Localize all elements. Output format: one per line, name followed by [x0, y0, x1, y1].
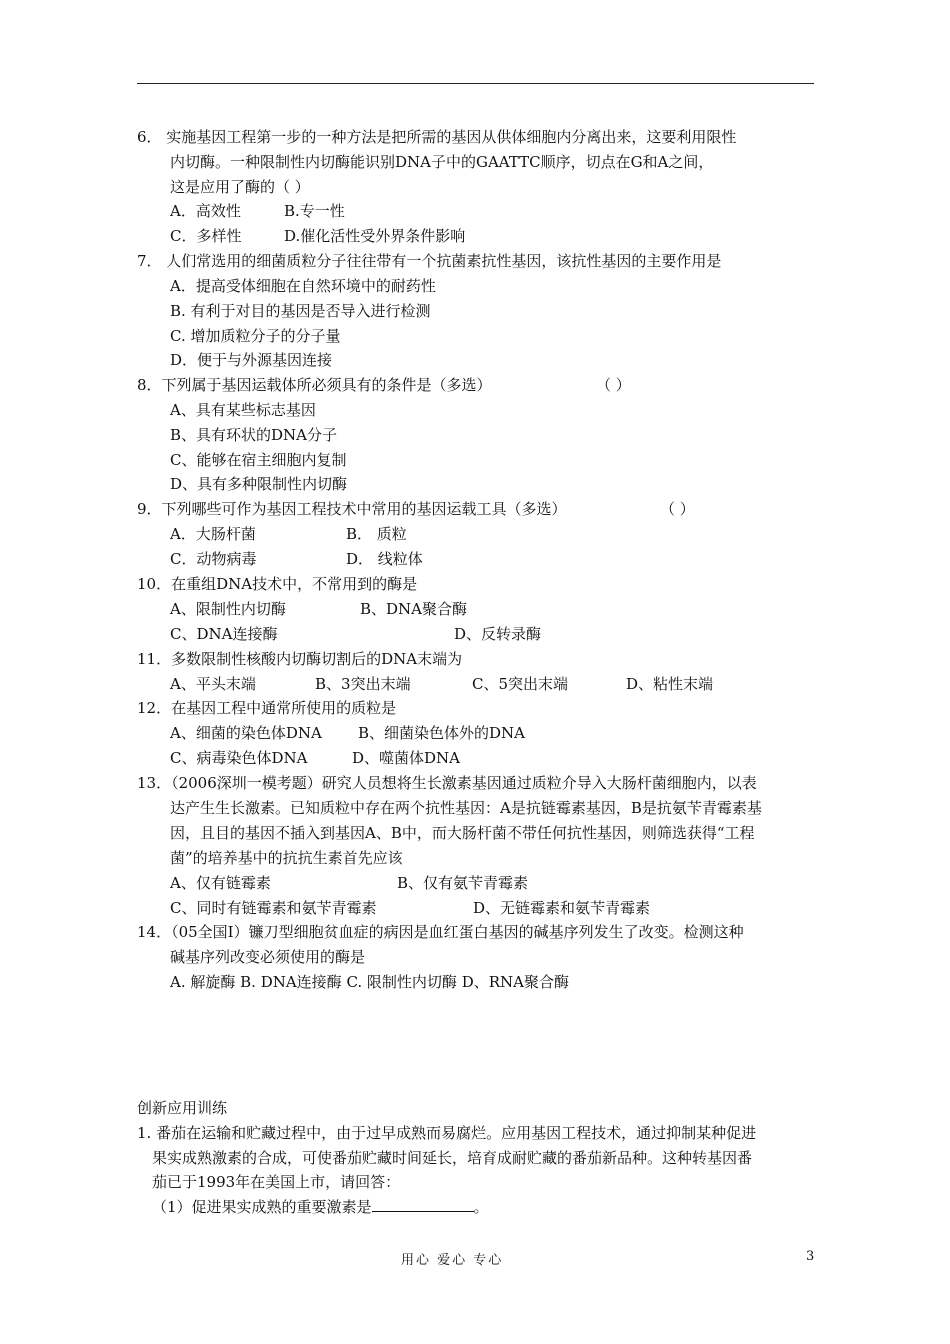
q7-option-a: A．提高受体细胞在自然环境中的耐药性: [170, 277, 436, 295]
q13-line2: 达产生生长激素。已知质粒中存在两个抗性基因：A是抗链霉素基因，B是抗氨苄青霉素基: [170, 799, 762, 817]
q7-option-c: C. 增加质粒分子的分子量: [170, 327, 341, 345]
header-rule: [137, 83, 814, 84]
q9-option-a: A．大肠杆菌: [170, 525, 256, 543]
q7-option-d: D．便于与外源基因连接: [170, 351, 333, 369]
q6-line1: 6． 实施基因工程第一步的一种方法是把所需的基因从供体细胞内分离出来，这要利用限性: [137, 128, 737, 146]
q9-option-b: B． 质粒: [346, 525, 407, 543]
p1-sub1-end: 。: [473, 1198, 489, 1216]
q13-line3: 因，且目的基因不插入到基因A、B中，而大肠杆菌不带任何抗性基因，则筛选获得“工程: [170, 824, 755, 842]
q8-option-d: D、具有多种限制性内切酶: [170, 475, 348, 493]
q14-line1: 14．（05全国Ⅰ）镰刀型细胞贫血症的病因是血红蛋白基因的碱基序列发生了改变。检测这种: [137, 923, 744, 941]
q8-option-b: B、具有环状的DNA分子: [170, 426, 338, 444]
q11-line1: 11．多数限制性核酸内切酶切割后的DNA末端为: [137, 650, 463, 668]
q8-answer-paren: （ ）: [596, 376, 631, 394]
q9-option-d: D． 线粒体: [346, 550, 423, 568]
q13-option-d: D、无链霉素和氨苄青霉素: [473, 899, 651, 917]
q13-option-a: A、仅有链霉素: [170, 874, 271, 892]
q12-line1: 12．在基因工程中通常所使用的质粒是: [137, 699, 397, 717]
q6-option-d: D.催化活性受外界条件影响: [284, 227, 466, 245]
q6-line3: 这是应用了酶的（ ）: [170, 178, 310, 196]
footer-text: 用心 爱心 专心: [401, 1253, 504, 1268]
p1-sub1: [152, 1197, 489, 1217]
q11-option-b: B、3突出末端: [315, 675, 411, 693]
q8-option-c: C、能够在宿主细胞内复制: [170, 451, 347, 469]
q13-line1: 13．（2006深圳一模考题）研究人员想将生长激素基因通过质粒介导入大肠杆菌细胞内，以表: [137, 774, 757, 792]
q7-option-b: B. 有利于对目的基因是否导入进行检测: [170, 302, 431, 320]
q6-option-a: A．高效性: [170, 202, 241, 220]
q8-line1: 8．下列属于基因运载体所必须具有的条件是（多选）: [137, 376, 492, 394]
q12-option-d: D、噬菌体DNA: [352, 749, 461, 767]
q10-line1: 10．在重组DNA技术中，不常用到的酶是: [137, 575, 418, 593]
q10-option-c: C、DNA连接酶: [170, 625, 278, 643]
q14-options: A. 解旋酶 B. DNA连接酶 C. 限制性内切酶 D、RNA聚合酶: [170, 973, 569, 991]
q6-option-b: B.专一性: [284, 202, 345, 220]
q12-option-c: C、病毒染色体DNA: [170, 749, 308, 767]
q6-line2: 内切酶。一种限制性内切酶能识别DNA子中的GAATTC顺序，切点在G和A之间，: [170, 153, 714, 171]
q6-option-c: C．多样性: [170, 227, 242, 245]
q12-option-a: A、细菌的染色体DNA: [170, 724, 322, 742]
section-title: 创新应用训练: [137, 1099, 228, 1117]
q11-option-a: A、平头末端: [170, 675, 256, 693]
q13-option-c: C、同时有链霉素和氨苄青霉素: [170, 899, 377, 917]
q12-option-b: B、细菌染色体外的DNA: [358, 724, 526, 742]
q9-line1: 9．下列哪些可作为基因工程技术中常用的基因运载工具（多选）: [137, 500, 567, 518]
q10-option-d: D、反转录酶: [454, 625, 542, 643]
p1-line3: 茄已于1993年在美国上市，请回答：: [152, 1173, 401, 1191]
p1-line2: 果实成熟激素的合成，可使番茄贮藏时间延长，培育成耐贮藏的番茄新品种。这种转基因番: [152, 1149, 753, 1167]
q10-option-b: B、DNA聚合酶: [360, 600, 468, 618]
q14-line2: 碱基序列改变必须使用的酶是: [170, 948, 366, 966]
q7-line1: 7． 人们常选用的细菌质粒分子往往带有一个抗菌素抗性基因，该抗性基因的主要作用是: [137, 252, 722, 270]
q8-option-a: A、具有某些标志基因: [170, 401, 316, 419]
q13-line4: 菌”的培养基中的抗抗生素首先应该: [170, 849, 403, 867]
page-number: 3: [806, 1249, 815, 1264]
q9-option-c: C．动物病毒: [170, 550, 257, 568]
q11-option-c: C、5突出末端: [472, 675, 569, 693]
answer-blank[interactable]: [372, 1197, 474, 1212]
q9-answer-paren: （ ）: [660, 500, 695, 518]
p1-line1: 1. 番茄在运输和贮藏过程中，由于过早成熟而易腐烂。应用基因工程技术，通过抑制某种促进: [137, 1124, 757, 1142]
q13-option-b: B、仅有氨苄青霉素: [397, 874, 529, 892]
q10-option-a: A、限制性内切酶: [170, 600, 286, 618]
q11-option-d: D、粘性末端: [626, 675, 714, 693]
p1-sub1-prompt: （1）促进果实成熟的重要激素是: [152, 1198, 372, 1216]
